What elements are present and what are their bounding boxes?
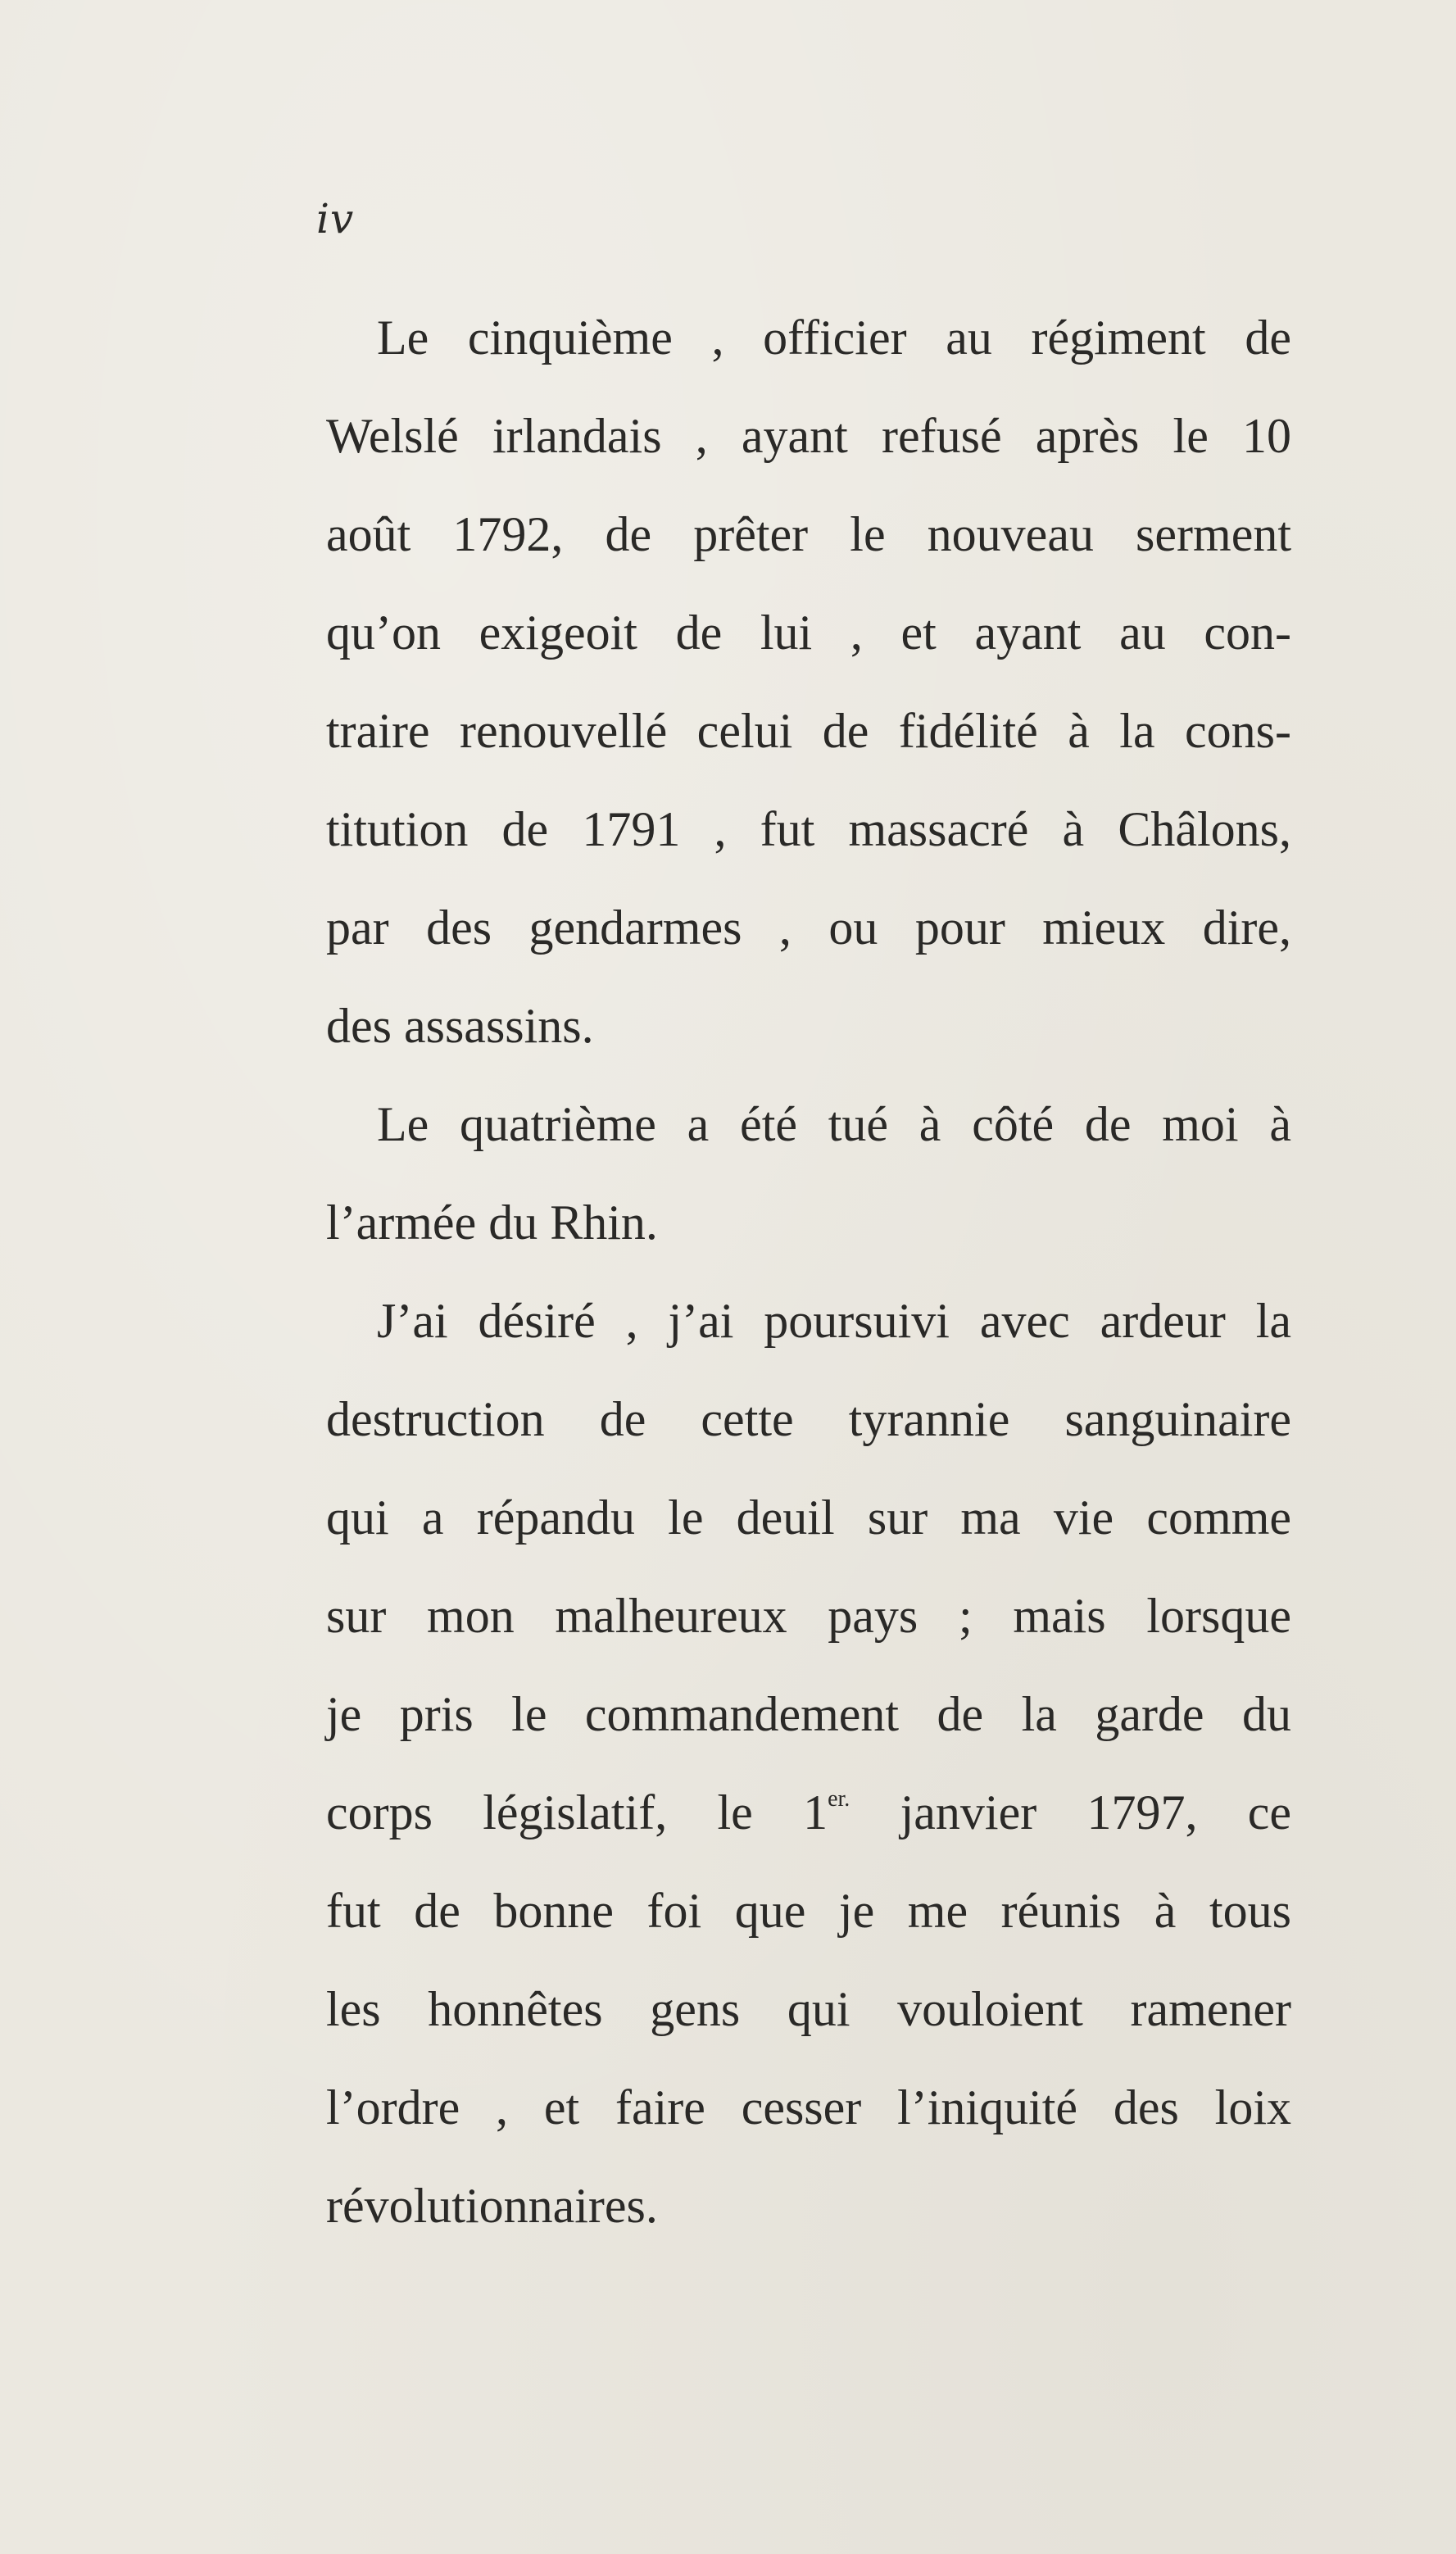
text-line: août 1792, de prêter le nouveau serment (326, 507, 1291, 561)
text-line: je pris le commandement de la garde du (326, 1687, 1291, 1741)
text-line: sur mon malheureux pays ; mais lorsque (326, 1589, 1291, 1643)
paragraph-1 (326, 288, 1291, 1075)
text-line-with-superscript (326, 1763, 1291, 1862)
text-line: fut de bonne foi que je me réunis à tous (326, 1884, 1291, 1938)
text-line: titution de 1791 , fut massacré à Châlons, (326, 802, 1291, 856)
text-line: les honnêtes gens qui vouloient ramener (326, 1982, 1291, 2036)
paragraph-2 (326, 1075, 1291, 1272)
text-line: Le cinquième , officier au régiment de (377, 311, 1291, 365)
ordinal-superscript: er. (828, 1786, 850, 1812)
text-line: J’ai désiré , j’ai poursuivi avec ardeur la (377, 1294, 1291, 1348)
line-part: corps législatif, le 1 (326, 1785, 828, 1840)
text-line: destruction de cette tyrannie sanguinaire (326, 1392, 1291, 1446)
line-part: janvier 1797, ce (900, 1785, 1292, 1840)
text-line: des assassins. (326, 999, 594, 1053)
text-line: traire renouvellé celui de fidélité à la cons- (326, 704, 1291, 758)
text-line: par des gendarmes , ou pour mieux dire, (326, 900, 1291, 955)
page-number: iv (316, 195, 355, 243)
text-line: qui a répandu le deuil sur ma vie comme (326, 1490, 1291, 1545)
text-line: révolutionnaires. (326, 2179, 658, 2233)
text-line: l’armée du Rhin. (326, 1195, 658, 1250)
text-line: qu’on exigeoit de lui , et ayant au con- (326, 606, 1291, 660)
text-line: l’ordre , et faire cesser l’iniquité des loix (326, 2080, 1291, 2134)
body-text (326, 288, 1291, 2255)
text-line: Le quatrième a été tué à côté de moi à (377, 1097, 1291, 1151)
text-line: Welslé irlandais , ayant refusé après le 10 (326, 409, 1291, 463)
paragraph-3 (326, 1272, 1291, 2255)
